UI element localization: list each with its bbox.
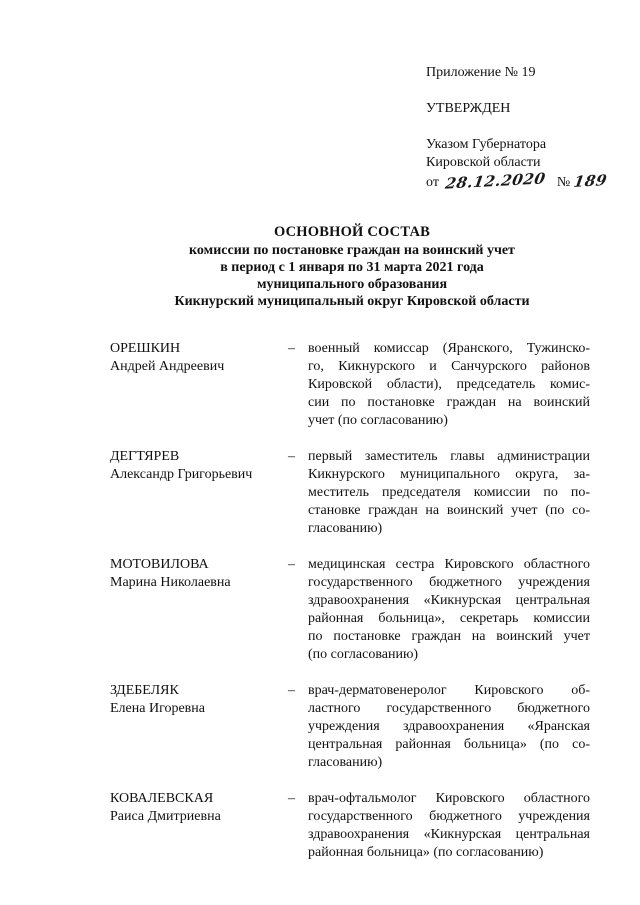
- member-given-name: Андрей Андреевич: [110, 359, 225, 374]
- role-line: здравоохранения «Кикнурская центральная: [308, 827, 590, 842]
- role-line: ластного государственного бюджетного: [308, 701, 590, 716]
- handwritten-number: 189: [572, 171, 609, 191]
- title-main: ОСНОВНОЙ СОСТАВ: [273, 224, 431, 240]
- member-row: [110, 682, 590, 772]
- member-surname: КОВАЛЕВСКАЯ: [110, 791, 214, 806]
- title-line-3: муниципального образования: [256, 277, 448, 292]
- role-line: здравоохранения «Кикнурская центральная: [308, 593, 590, 608]
- role-line: по постановке граждан на воинский учет: [308, 629, 590, 644]
- role-line: государственного бюджетного учреждения: [308, 575, 590, 590]
- member-role: [308, 340, 590, 430]
- decree-line-2: Кировской области: [426, 155, 541, 170]
- member-role: [308, 790, 590, 862]
- member-dash: –: [288, 683, 295, 698]
- member-role: [308, 556, 590, 664]
- member-given-name: Марина Николаевна: [110, 575, 231, 590]
- member-name: [110, 556, 288, 664]
- role-line: районная больница» (по согласованию): [308, 845, 544, 860]
- role-line: Кикнурского муниципального округа, за-: [308, 467, 590, 482]
- member-role: [308, 448, 590, 538]
- role-line: учет (по согласованию): [308, 413, 448, 428]
- role-line: первый заместитель главы администрации: [308, 449, 590, 464]
- title-line-2: в период с 1 января по 31 марта 2021 года: [220, 260, 484, 275]
- number-label: №: [556, 175, 571, 190]
- member-row: [110, 340, 590, 430]
- role-line: Кировской области), председатель комис-: [308, 377, 590, 392]
- role-line: гласованию): [308, 755, 383, 770]
- member-role: [308, 682, 590, 772]
- member-name: [110, 448, 288, 538]
- member-dash: –: [288, 341, 295, 356]
- member-name: [110, 790, 288, 862]
- member-given-name: Александр Григорьевич: [110, 467, 253, 482]
- role-line: становке граждан на воинский учет (по со-: [308, 503, 590, 518]
- member-surname: ОРЕШКИН: [110, 341, 181, 356]
- role-line: военный комиссар (Яранского, Тужинско-: [308, 341, 590, 356]
- decree-date-row: [426, 169, 626, 193]
- member-row: [110, 790, 590, 862]
- role-line: меститель председателя комиссии по по-: [308, 485, 590, 500]
- approval-stamp: [426, 64, 626, 192]
- from-label: от: [426, 175, 439, 190]
- title-line-1: комиссии по постановке граждан на воинский учет: [189, 243, 515, 258]
- role-line: центральная районная больница» (по со-: [308, 737, 590, 752]
- member-name: [110, 682, 288, 772]
- role-line: учреждения здравоохранения «Яранская: [308, 719, 590, 734]
- role-line: медицинская сестра Кировского областного: [308, 557, 590, 572]
- document-title: [80, 224, 624, 310]
- member-name: [110, 340, 288, 430]
- role-line: сии по постановке граждан на воинский: [308, 395, 590, 410]
- role-line: (по согласованию): [308, 647, 419, 662]
- role-line: государственного бюджетного учреждения: [308, 809, 590, 824]
- role-line: врач-офтальмолог Кировского областного: [308, 791, 590, 806]
- member-surname: ЗДЕБЕЛЯК: [110, 683, 179, 698]
- appendix-number: Приложение № 19: [426, 65, 536, 80]
- role-line: гласованию): [308, 521, 383, 536]
- role-line: врач-дерматовенеролог Кировского об-: [308, 683, 590, 698]
- members-list: [110, 340, 590, 880]
- member-given-name: Раиса Дмитриевна: [110, 809, 221, 824]
- member-dash: –: [288, 557, 295, 572]
- role-line: районная больница», секретарь комиссии: [308, 611, 590, 626]
- member-dash: –: [288, 791, 295, 806]
- title-line-4: Кикнурский муниципальный округ Кировской области: [174, 294, 530, 309]
- handwritten-date: 28.12.2020: [444, 169, 548, 193]
- member-surname: МОТОВИЛОВА: [110, 557, 209, 572]
- role-line: го, Кикнурского и Санчурского районов: [308, 359, 590, 374]
- member-row: [110, 448, 590, 538]
- approved-label: УТВЕРЖДЕН: [426, 101, 511, 116]
- member-surname: ДЕГТЯРЕВ: [110, 449, 180, 464]
- member-row: [110, 556, 590, 664]
- member-given-name: Елена Игоревна: [110, 701, 205, 716]
- member-dash: –: [288, 449, 295, 464]
- decree-line-1: Указом Губернатора: [426, 137, 547, 152]
